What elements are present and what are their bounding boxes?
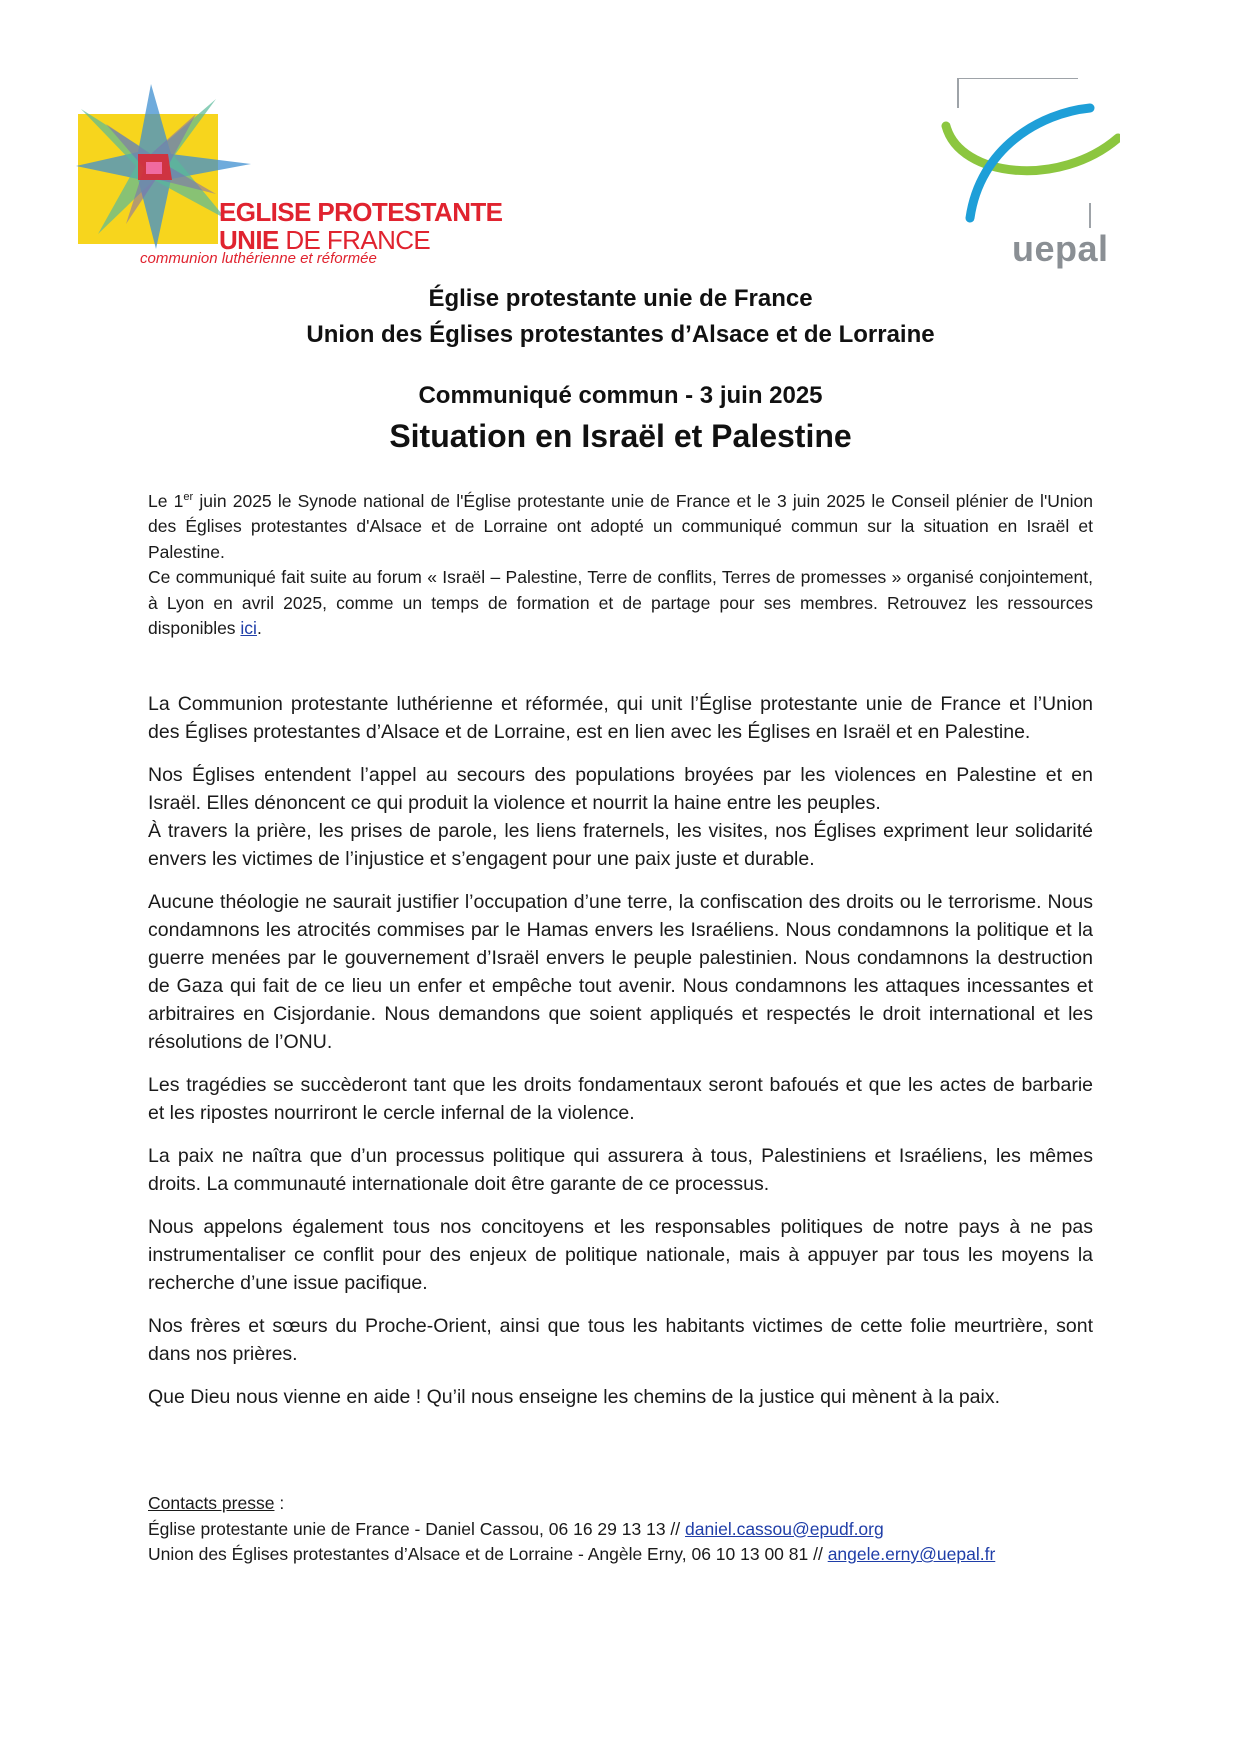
- epudf-tagline: communion luthérienne et réformée: [140, 250, 377, 267]
- press-contacts: [148, 1491, 1093, 1568]
- epudf-name-de-france: DE FRANCE: [278, 225, 431, 255]
- body-paragraph-7: Nous appelons également tous nos concitoyens et les responsables politiques de notre pays à ne pas instrumentaliser ce conflit pour des enjeux de politique nationale, mais à appuyer par tous les moyens la recherche d’une issue pacifique.: [148, 1216, 1093, 1294]
- body-paragraph-5: Les tragédies se succèderont tant que les droits fondamentaux seront bafoués et que les actes de barbarie et les ripostes nourriront le cercle infernal de la violence.: [148, 1074, 1093, 1124]
- email-link-uepal[interactable]: angele.erny@uepal.fr: [827, 1544, 996, 1564]
- uepal-wordmark: uepal: [1012, 228, 1109, 269]
- body-paragraph-3: À travers la prière, les prises de parole, les liens fraternels, les visites, nos Églises expriment leur solidarité envers les victimes de l’injustice et s’engagent pour une paix juste et durable.: [148, 820, 1093, 870]
- intro-paragraph-2: [148, 565, 1093, 642]
- intro-p2-end: .: [256, 618, 262, 639]
- contacts-label: Contacts presse: [148, 1493, 275, 1513]
- email-link-epudf[interactable]: daniel.cassou@epudf.org: [685, 1518, 884, 1539]
- epudf-name-line1: EGLISE PROTESTANTE: [219, 197, 503, 227]
- org-name-epudf: Église protestante unie de France: [428, 285, 813, 312]
- epudf-name-unie: UNIE: [219, 225, 279, 255]
- uepal-logo: [940, 78, 1120, 278]
- body-paragraph-2: Nos Églises entendent l’appel au secours des populations broyées par les violences en Palestine et en Israël. Elles dénoncent ce qui produit la violence et nourrit la haine entre les peuples.: [148, 764, 1093, 814]
- intro-paragraph-1: [148, 485, 1093, 565]
- communique-date: Communiqué commun - 3 juin 2025: [418, 382, 823, 409]
- intro-p1-start: Le 1: [148, 490, 184, 511]
- body-paragraph-4: Aucune théologie ne saurait justifier l’occupation d’une terre, la confiscation des droits ou le terrorisme. Nous condamnons les atrocités commises par le Hamas envers les Israéliens. Nous condamnons la politique et la guerre menées par le gouvernement d’Israël envers le peuple palestinien. Nous condamnons la destruction de Gaza qui fait de ce lieu un enfer et empêche tout avenir. Nous condamnons les attaques incessantes et arbitraires en Cisjordanie. Nous demandons que soient appliqués et respectés le droit international et les résolutions de l’ONU.: [148, 891, 1093, 1053]
- page-title: Situation en Israël et Palestine: [389, 418, 852, 454]
- intro-p2-text: Ce communiqué fait suite au forum « Israël – Palestine, Terre de conflits, Terres de promesses » organisé conjointement, à Lyon en avril 2025, comme un temps de formation et de partage pour ses membres. Retrouvez les ressources disponibles: [148, 567, 1093, 639]
- uepal-swoosh-icon: [940, 78, 1120, 228]
- body-paragraph-1: La Communion protestante luthérienne et réformée, qui unit l’Église protestante unie de France et l’Union des Églises protestantes d’Alsace et de Lorraine, est en lien avec les Églises en Israël et en Palestine.: [148, 693, 1093, 743]
- contact-line-epudf: [148, 1517, 1093, 1543]
- contact-epudf-text: Église protestante unie de France - Daniel Cassou, 06 16 29 13 13 //: [148, 1518, 685, 1539]
- contact-uepal-text: Union des Églises protestantes d’Alsace et de Lorraine - Angèle Erny, 06 10 13 00 81 //: [148, 1544, 828, 1564]
- body-paragraph-6: La paix ne naîtra que d’un processus politique qui assurera à tous, Palestiniens et Israéliens, les mêmes droits. La communauté internationale doit être garante de ce processus.: [148, 1145, 1093, 1195]
- body-paragraph-8: Nos frères et sœurs du Proche-Orient, ainsi que tous les habitants victimes de cette folie meurtrière, sont dans nos prières.: [148, 1315, 1093, 1365]
- intro-p1-sup: er: [183, 491, 194, 503]
- communique-body: [148, 690, 1093, 1426]
- resources-link[interactable]: ici: [240, 618, 257, 639]
- epudf-logo: [76, 84, 503, 274]
- body-paragraph-9: Que Dieu nous vienne en aide ! Qu’il nous enseigne les chemins de la justice qui mènent à la paix.: [148, 1386, 1001, 1408]
- intro-p1-rest: juin 2025 le Synode national de l'Église protestante unie de France et le 3 juin 2025 le Conseil plénier de l'Union des Églises protestantes d'Alsace et de Lorraine ont adopté un communiqué commun sur la situation en Israël et Palestine.: [148, 490, 1094, 562]
- contact-line-uepal: [148, 1542, 1093, 1568]
- contacts-heading: [148, 1491, 1093, 1517]
- intro-section: [148, 485, 1093, 642]
- org-name-uepal: Union des Églises protestantes d’Alsace et de Lorraine: [306, 321, 935, 348]
- contacts-label-suffix: :: [274, 1493, 285, 1513]
